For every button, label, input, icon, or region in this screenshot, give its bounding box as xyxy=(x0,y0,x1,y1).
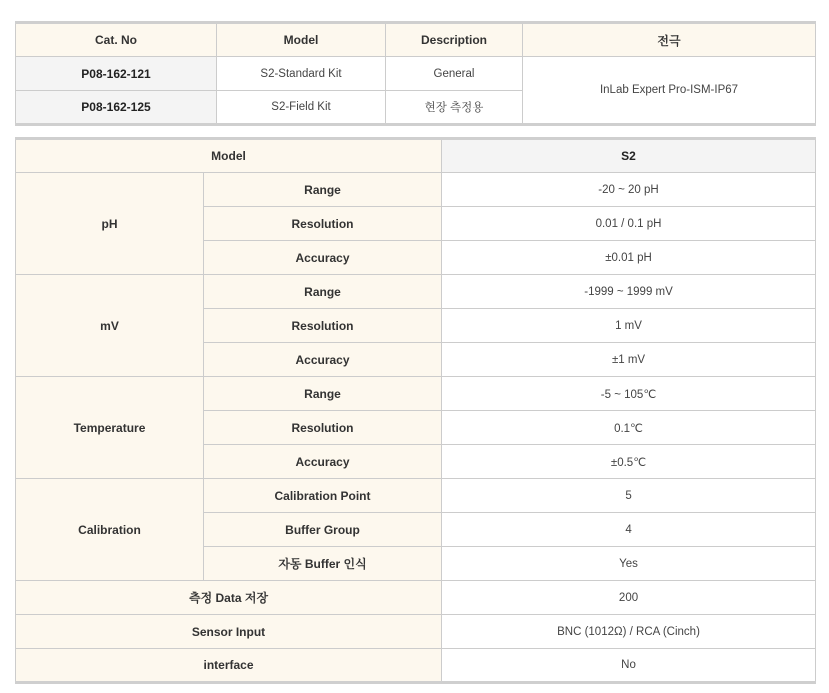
row-value: -1999 ~ 1999 mV xyxy=(442,275,816,309)
table-row xyxy=(16,615,816,649)
model-cell: S2-Field Kit xyxy=(217,91,386,125)
description-cell: General xyxy=(386,57,523,91)
row-value: -5 ~ 105℃ xyxy=(442,377,816,411)
group-ph: pH xyxy=(16,173,204,275)
cat-no-cell: P08-162-121 xyxy=(16,57,217,91)
spec-header-row xyxy=(16,139,816,173)
row-value: 5 xyxy=(442,479,816,513)
row-label: Range xyxy=(204,377,442,411)
row-value: BNC (1012Ω) / RCA (Cinch) xyxy=(442,615,816,649)
row-value: No xyxy=(442,649,816,683)
group-temperature: Temperature xyxy=(16,377,204,479)
row-value: 0.01 / 0.1 pH xyxy=(442,207,816,241)
electrode-cell: InLab Expert Pro-ISM-IP67 xyxy=(523,57,816,125)
cat-no-cell: P08-162-125 xyxy=(16,91,217,125)
row-label: Resolution xyxy=(204,207,442,241)
row-label: Buffer Group xyxy=(204,513,442,547)
row-label: Sensor Input xyxy=(16,615,442,649)
row-value: 1 mV xyxy=(442,309,816,343)
row-label: Resolution xyxy=(204,309,442,343)
product-header-row xyxy=(16,23,816,57)
row-value: Yes xyxy=(442,547,816,581)
table-row xyxy=(16,649,816,683)
table-row xyxy=(16,173,816,207)
spec-model-label: Model xyxy=(16,139,442,173)
row-value: 200 xyxy=(442,581,816,615)
row-label: 자동 Buffer 인식 xyxy=(204,547,442,581)
table-row xyxy=(16,377,816,411)
spec-table xyxy=(15,137,816,684)
table-row xyxy=(16,581,816,615)
row-label: Range xyxy=(204,173,442,207)
row-value: ±0.5℃ xyxy=(442,445,816,479)
row-label: Resolution xyxy=(204,411,442,445)
group-mv: mV xyxy=(16,275,204,377)
header-description: Description xyxy=(386,23,523,57)
row-label: Accuracy xyxy=(204,241,442,275)
row-label: Range xyxy=(204,275,442,309)
row-label: interface xyxy=(16,649,442,683)
row-value: ±0.01 pH xyxy=(442,241,816,275)
row-label: Calibration Point xyxy=(204,479,442,513)
spec-model-value: S2 xyxy=(442,139,816,173)
row-label: Accuracy xyxy=(204,445,442,479)
header-model: Model xyxy=(217,23,386,57)
product-table xyxy=(15,21,816,126)
row-label: Accuracy xyxy=(204,343,442,377)
table-row xyxy=(16,57,816,91)
row-value: ±1 mV xyxy=(442,343,816,377)
header-electrode: 전극 xyxy=(523,23,816,57)
header-cat-no: Cat. No xyxy=(16,23,217,57)
table-row xyxy=(16,479,816,513)
row-label: 측정 Data 저장 xyxy=(16,581,442,615)
group-calibration: Calibration xyxy=(16,479,204,581)
row-value: 0.1℃ xyxy=(442,411,816,445)
description-cell: 현장 측정용 xyxy=(386,91,523,125)
model-cell: S2-Standard Kit xyxy=(217,57,386,91)
row-value: -20 ~ 20 pH xyxy=(442,173,816,207)
table-row xyxy=(16,275,816,309)
row-value: 4 xyxy=(442,513,816,547)
